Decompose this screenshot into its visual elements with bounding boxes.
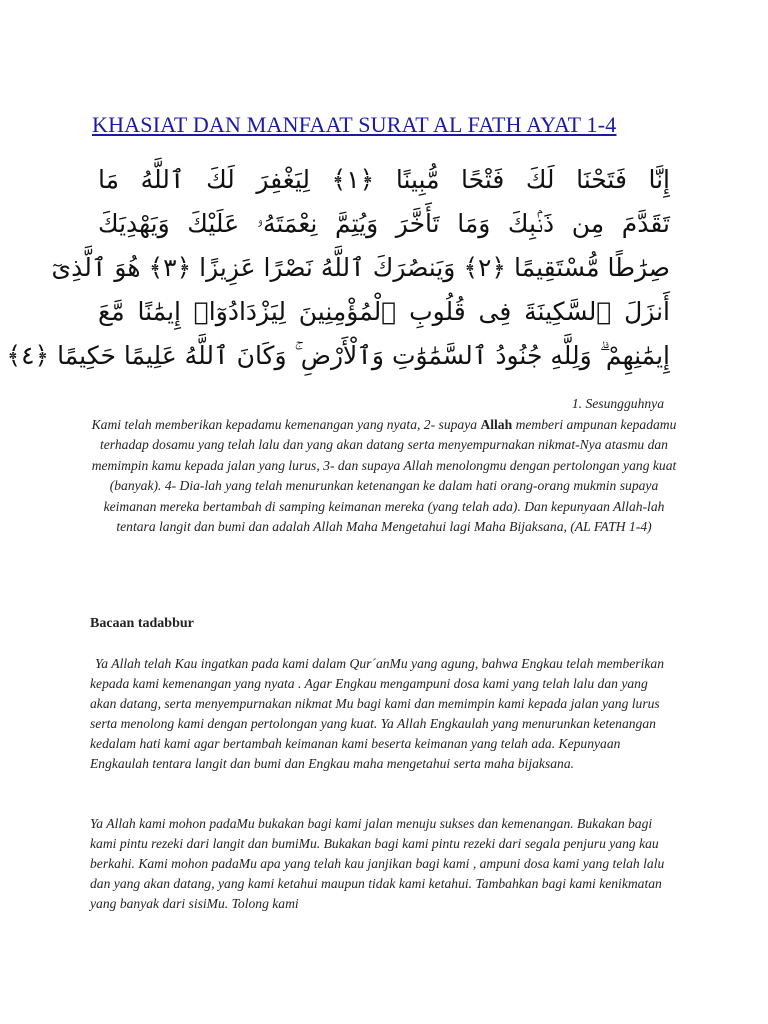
arabic-line-2: تَقَدَّمَ مِن ذَنۢبِكَ وَمَا تَأَخَّرَ وَيُتِمَّ نِعْمَتَهُۥ عَلَيْكَ وَيَهْدِيَكَ bbox=[98, 209, 670, 238]
paragraph-2: Ya Allah kami mohon padaMu bukakan bagi kami jalan menuju sukses dan kemenangan. Bukakan bagi kami pintu rezeki dari langit dan bumiMu. Bukakan bagi kami pintu rezeki dari segala penjuru yang kau berkahi. Kami mohon padaMu apa yang telah kau janjikan bagi kami , ampuni dosa kami yang telah lalu dan yang akan datang, yang kami ketahui maupun tidak kami ketahui. Tambahkan bagi kami kenikmatan yang banyak dari sisiMu. Tolong kami bbox=[90, 816, 665, 911]
document-title: KHASIAT DAN MANFAAT SURAT AL FATH AYAT 1-4 bbox=[92, 112, 617, 137]
arabic-line-5: إِيمَٰنِهِمْ ۗ وَلِلَّهِ جُنُودُ ٱلسَّمَٰوَٰتِ وَٱلْأَرْضِ ۚ وَكَانَ ٱللَّهُ عَلِيمًا حَكِيمًا ﴿٤﴾ bbox=[6, 341, 670, 370]
translation-text-b: memberi ampunan kepadamu terhadap dosamu yang telah lalu dan yang akan datang serta menyempurnakan nikmat-Nya atasmu dan memimpin kamu kepada jalan yang lurus, 3- dan supaya Allah menolongmu dengan pertolongan yang kuat (banyak). 4- Dia-lah yang telah menurunkan ketenangan ke dalam hati orang-orang mukmin supaya keimanan mereka bertambah di samping keimanan mereka (yang telah ada). Dan kepunyaan Allah-lah tentara langit dan bumi dan adalah Allah Maha Mengetahui lagi Maha Bijaksana, (AL FATH 1-4) bbox=[91, 416, 677, 534]
translation-text-a: Kami telah memberikan kepadamu kemenangan yang nyata, 2- supaya bbox=[91, 416, 481, 432]
arabic-line-4: أَنزَلَ ٱلسَّكِينَةَ فِى قُلُوبِ ٱلْمُؤْمِنِينَ لِيَزْدَادُوٓا۟ إِيمَٰنًا مَّعَ bbox=[98, 297, 670, 326]
arabic-line-1: إِنَّا فَتَحْنَا لَكَ فَتْحًا مُّبِينًا ﴿١﴾ لِيَغْفِرَ لَكَ ٱللَّهُ مَا bbox=[98, 165, 670, 194]
arabic-line-3: صِرَٰطًا مُّسْتَقِيمًا ﴿٢﴾ وَيَنصُرَكَ ٱللَّهُ نَصْرًا عَزِيزًا ﴿٣﴾ هُوَ ٱلَّذِىٓ bbox=[51, 253, 670, 282]
paragraph-1: Ya Allah telah Kau ingatkan pada kami dalam Qur´anMu yang agung, bahwa Engkau telah memberikan kepada kami kemenangan yang nyata . Agar Engkau mengampuni dosa kami yang telah lalu dan yang akan datang, serta menyempurnakan nikmat Mu bagi kami dan memimpin kami kepada jalan yang lurus serta menolong kami dengan pertolongan yang kuat. Ya Allah Engkaulah yang menurunkan ketenangan kedalam hati kami agar bertambah keimanan kami beserta keimanan yang telah ada. Kepunyaan Engkaulah tentara langit dan bumi dan Engkau maha mengetahui serta maha bijaksana. bbox=[90, 656, 665, 771]
translation-first-line: 1. Sesungguhnya bbox=[571, 396, 664, 411]
verse-translation bbox=[84, 394, 684, 538]
section-heading: Bacaan tadabbur bbox=[90, 616, 194, 631]
arabic-verses bbox=[6, 158, 670, 378]
translation-allah-bold: Allah bbox=[480, 416, 513, 432]
